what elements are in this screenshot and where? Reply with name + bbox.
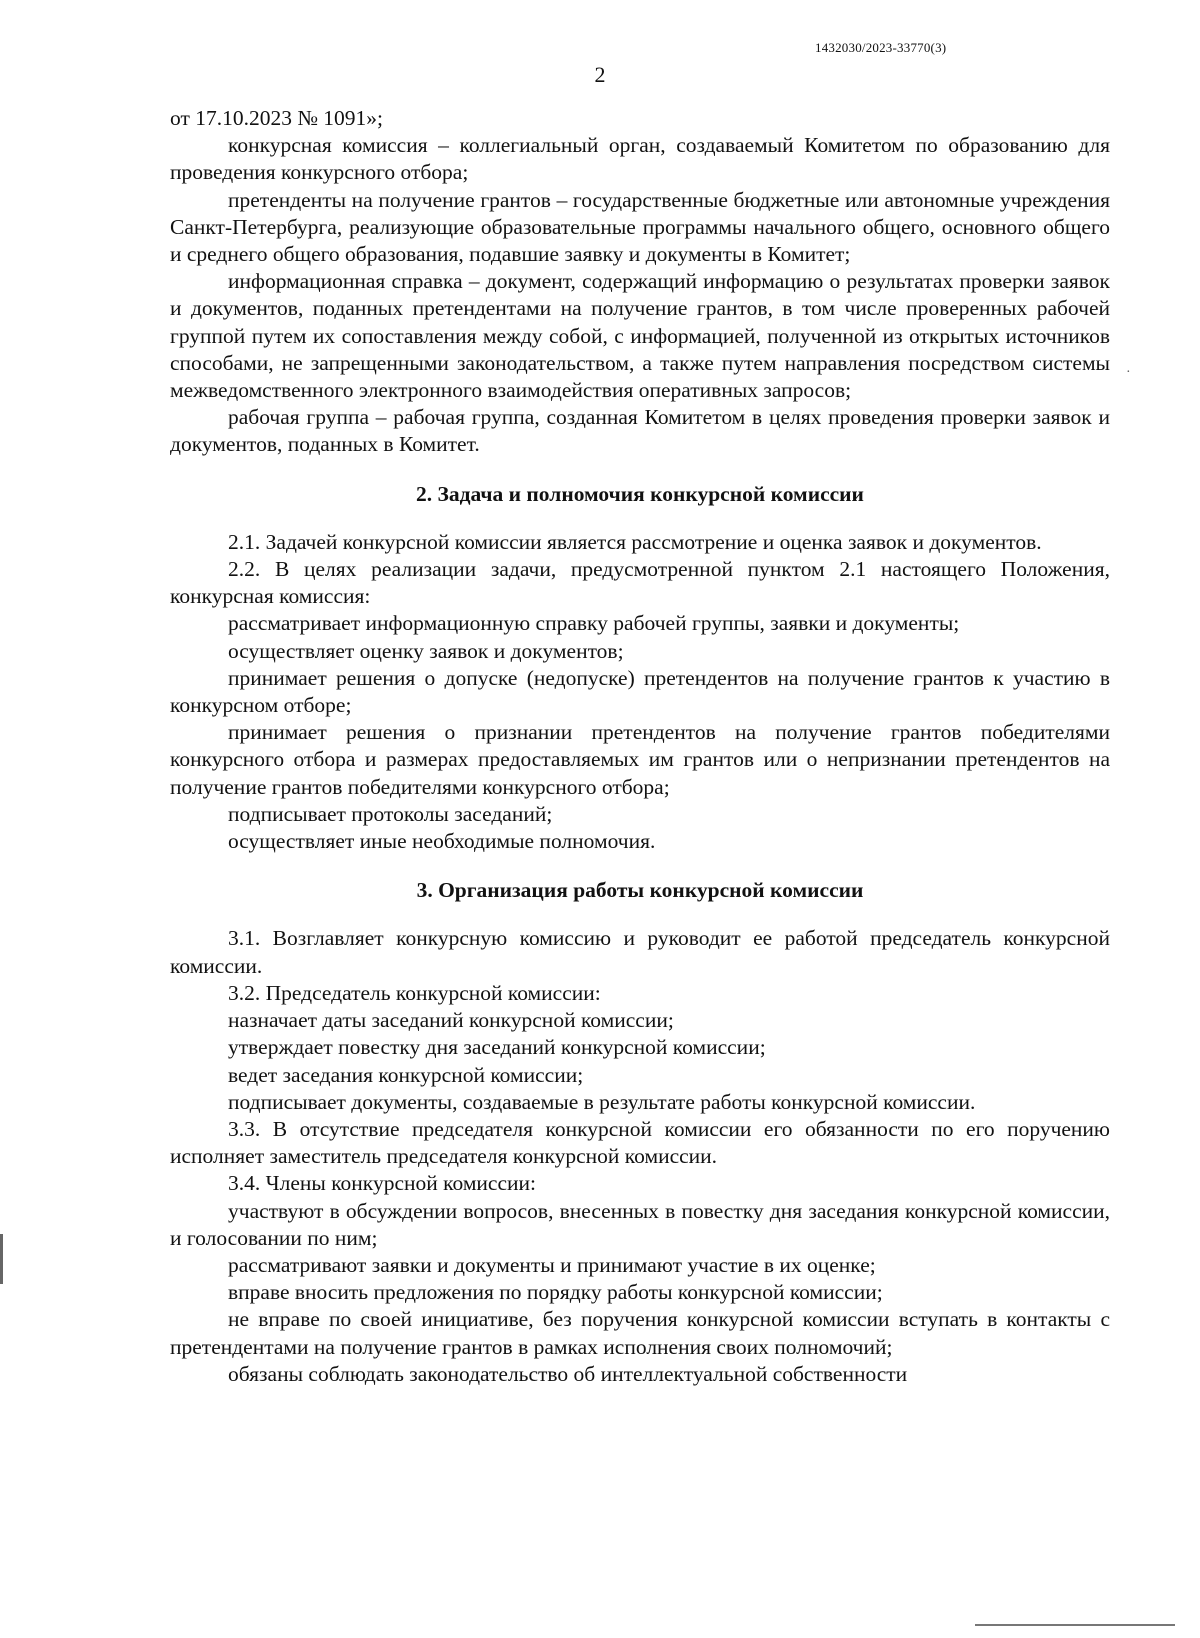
paragraph: рабочая группа – рабочая группа, созданная Комитетом в целях проведения проверки заявок и документов, поданных в Комитет. <box>170 405 1110 457</box>
page-number: 2 <box>594 62 606 87</box>
paragraph: информационная справка – документ, содержащий информацию о результатах проверки заявок и документов, поданных претендентами на получение грантов, в том числе проверенных рабочей группой путем их сопоставления между собой, с информацией, полученной из открытых источников способами, не запрещенными законодательством, а также путем направления посредством системы межведомственного электронного взаимодействия оперативных запросов; <box>170 269 1110 403</box>
paragraph: рассматривают заявки и документы и принимают участие в их оценке; <box>228 1252 876 1277</box>
paragraph: назначает даты заседаний конкурсной комиссии; <box>228 1008 674 1033</box>
paragraph: 3.1. Возглавляет конкурсную комиссию и руководит ее работой председатель конкурсной комиссии. <box>170 926 1110 978</box>
paragraph: принимает решения о допуске (недопуске) претендентов на получение грантов к участию в конкурсном отборе; <box>170 665 1110 718</box>
paragraph: вправе вносить предложения по порядку работы конкурсной комиссии; <box>228 1280 883 1305</box>
paragraph: утверждает повестку дня заседаний конкурсной комиссии; <box>228 1035 766 1060</box>
paragraph: осуществляет иные необходимые полномочия. <box>228 829 656 854</box>
paragraph: не вправе по своей инициативе, без поручения конкурсной комиссии вступать в контакты с претендентами на получение грантов в рамках исполнения своих полномочий; <box>170 1307 1110 1359</box>
paragraph: осуществляет оценку заявок и документов; <box>228 638 624 663</box>
document-body <box>170 105 1110 1388</box>
paragraph: конкурсная комиссия – коллегиальный орган, создаваемый Комитетом по образованию для проведения конкурсного отбора; <box>170 133 1110 185</box>
paragraph: участвуют в обсуждении вопросов, внесенных в повестку дня заседания конкурсной комиссии, и голосовании по ним; <box>170 1198 1110 1250</box>
paragraph: подписывает протоколы заседаний; <box>228 801 553 826</box>
scan-artifact: · <box>1126 365 1131 380</box>
paragraph: от 17.10.2023 № 1091»; <box>170 106 383 130</box>
paragraph: 3.4. Члены конкурсной комиссии: <box>228 1171 537 1196</box>
paragraph: 2.2. В целях реализации задачи, предусмотренной пунктом 2.1 настоящего Положения, конкурсная комиссия: <box>170 557 1110 609</box>
paragraph: 3.3. В отсутствие председателя конкурсной комиссии его обязанности по его поручению исполняет заместитель председателя конкурсной комиссии. <box>170 1116 1110 1169</box>
scan-bottom-mark <box>975 1624 1175 1626</box>
section-2-heading: 2. Задача и полномочия конкурсной комиссии <box>416 481 864 506</box>
paragraph: ведет заседания конкурсной комиссии; <box>228 1062 584 1087</box>
paragraph: 2.1. Задачей конкурсной комиссии является рассмотрение и оценка заявок и документов. <box>228 529 1042 554</box>
paragraph: принимает решения о признании претендентов на получение грантов победителями конкурсного отбора и размерах предоставляемых им грантов или о непризнании претендентов на получение грантов победителями конкурсного отбора; <box>170 720 1110 799</box>
paragraph: 3.2. Председатель конкурсной комиссии: <box>228 980 601 1005</box>
scan-edge-mark <box>0 1234 3 1284</box>
section-3-heading: 3. Организация работы конкурсной комиссии <box>416 878 864 903</box>
paragraph: обязаны соблюдать законодательство об интеллектуальной собственности <box>228 1361 908 1386</box>
paragraph: претенденты на получение грантов – государственные бюджетные или автономные учреждения Санкт-Петербурга, реализующие образовательные программы начального общего, основного общего и среднего общего образования, подавшие заявку и документы в Комитет; <box>170 187 1110 267</box>
paragraph: подписывает документы, создаваемые в результате работы конкурсной комиссии. <box>228 1089 976 1114</box>
paragraph: рассматривает информационную справку рабочей группы, заявки и документы; <box>228 611 960 636</box>
document-number: 1432030/2023-33770(3) <box>815 40 947 55</box>
